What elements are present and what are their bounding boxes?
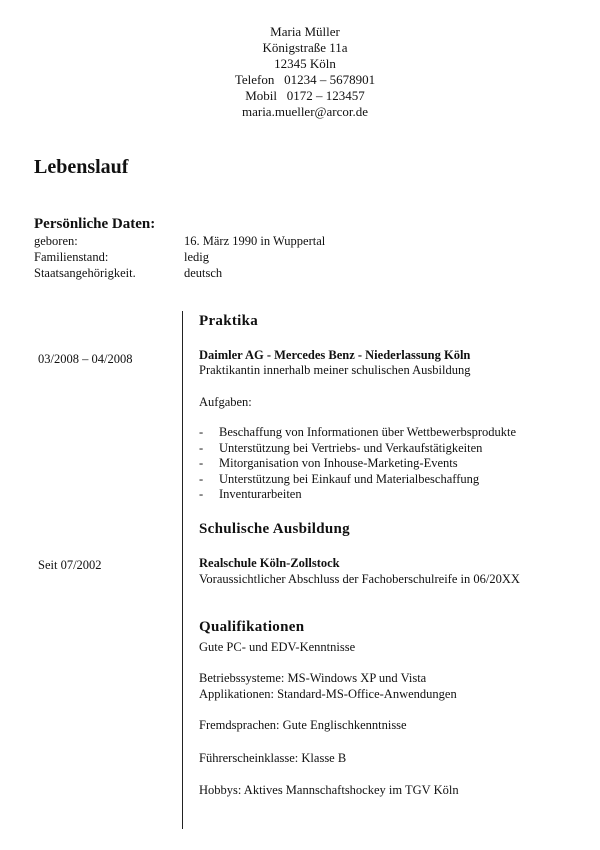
page-title: Lebenslauf — [34, 156, 129, 178]
personal-value-marital: ledig — [184, 250, 209, 264]
list-item — [199, 487, 516, 503]
quali-apps: Applikationen: Standard-MS-Office-Anwendungen — [199, 687, 457, 701]
schule-heading: Schulische Ausbildung — [199, 521, 350, 537]
quali-license: Führerscheinklasse: Klasse B — [199, 751, 347, 765]
bullet-dash: - — [199, 425, 204, 439]
quali-pc: Gute PC- und EDV-Kenntnisse — [199, 640, 356, 654]
task-text: Unterstützung bei Vertriebs- und Verkaufstätigkeiten — [219, 440, 483, 455]
list-item — [199, 472, 516, 488]
praktika-heading: Praktika — [199, 313, 259, 329]
personal-value-birth: 16. März 1990 in Wuppertal — [184, 234, 326, 248]
personal-label-marital: Familienstand: — [34, 250, 109, 264]
praktika-task-list — [199, 425, 516, 503]
personal-value-nationality: deutsch — [184, 266, 223, 280]
email-address: maria.mueller@arcor.de — [241, 104, 369, 119]
address-city: 12345 Köln — [274, 56, 336, 71]
mobile-number: Mobil 0172 – 123457 — [245, 88, 365, 103]
praktika-tasks-label: Aufgaben: — [199, 395, 252, 409]
schule-name: Realschule Köln-Zollstock — [199, 556, 340, 570]
schule-date: Seit 07/2002 — [38, 558, 102, 572]
phone-number: Telefon 01234 – 5678901 — [234, 72, 376, 87]
schule-detail: Voraussichtlicher Abschluss der Fachoberschulreife in 06/20XX — [199, 572, 520, 586]
praktika-date: 03/2008 – 04/2008 — [38, 352, 133, 366]
quali-hobbies: Hobbys: Aktives Mannschaftshockey im TGV Köln — [199, 783, 459, 797]
personal-label-birth: geboren: — [34, 234, 78, 248]
task-text: Unterstützung bei Einkauf und Materialbeschaffung — [219, 471, 480, 486]
task-text: Beschaffung von Informationen über Wettbewerbsprodukte — [219, 425, 517, 439]
personal-label-nationality: Staatsangehörigkeit. — [34, 266, 136, 280]
bullet-dash: - — [199, 440, 204, 455]
applicant-name: Maria Müller — [270, 24, 340, 39]
task-text: Mitorganisation von Inhouse-Marketing-Events — [219, 456, 458, 471]
bullet-dash: - — [199, 456, 204, 471]
section-divider-line — [182, 311, 183, 829]
list-item — [199, 441, 516, 457]
task-text: Inventurarbeiten — [219, 487, 302, 502]
praktika-company: Daimler AG - Mercedes Benz - Niederlassung Köln — [199, 348, 471, 362]
praktika-role: Praktikantin innerhalb meiner schulischen Ausbildung — [199, 363, 471, 377]
personal-data-heading: Persönliche Daten: — [34, 216, 156, 232]
list-item — [199, 456, 516, 472]
address-street: Königstraße 11a — [262, 40, 348, 55]
quali-os: Betriebssysteme: MS-Windows XP und Vista — [199, 671, 427, 685]
list-item — [199, 425, 516, 441]
bullet-dash: - — [199, 471, 204, 486]
quali-languages: Fremdsprachen: Gute Englischkenntnisse — [199, 718, 407, 732]
quali-heading: Qualifikationen — [199, 619, 305, 635]
bullet-dash: - — [199, 487, 204, 502]
